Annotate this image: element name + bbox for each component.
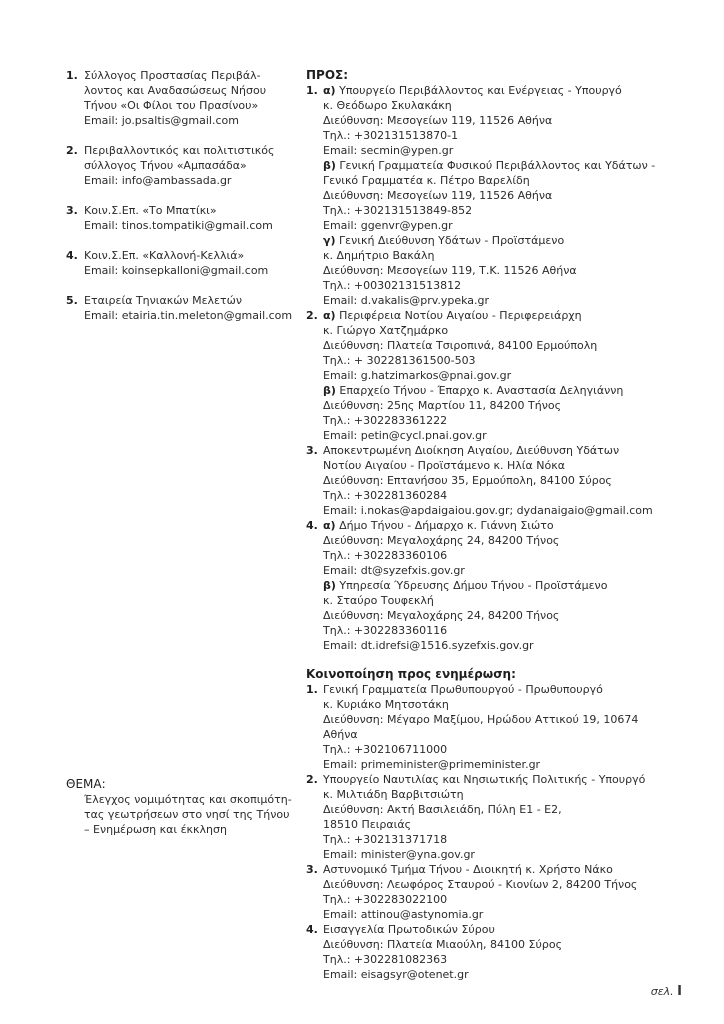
recipient-number: 3. [306, 444, 318, 457]
recipient-line: Περιφέρεια Νοτίου Αιγαίου - Περιφερειάρχη [339, 309, 582, 322]
cc-email: Email: attinou@astynomia.gr [323, 908, 484, 921]
sender-line: λοντος και Αναδασώσεως Νήσου [84, 84, 267, 97]
recipient-line: Διεύθυνση: Μεγαλοχάρης 24, 84200 Τήνος [323, 609, 560, 622]
cc-line: Διεύθυνση: Πλατεία Μιαούλη, 84100 Σύρος [323, 938, 563, 951]
sender-number: 3. [66, 204, 78, 217]
sender-item [66, 68, 306, 128]
cc-entry [306, 922, 651, 982]
recipient-line: Τηλ.: +302131513849-852 [323, 204, 473, 217]
sender-email: Email: koinsepkalloni@gmail.com [84, 264, 269, 277]
recipient-line: Τηλ.: +302131513870-1 [323, 129, 459, 142]
recipient-sublabel: β) [323, 384, 336, 397]
recipient-line: Διεύθυνση: 25ης Μαρτίου 11, 84200 Τήνος [323, 399, 562, 412]
recipient-line: Αποκεντρωμένη Διοίκηση Αιγαίου, Διεύθυνση Υδάτων [323, 444, 620, 457]
cc-line: Υπουργείο Ναυτιλίας και Νησιωτικής Πολιτικής - Υπουργό [323, 773, 646, 786]
cc-line: 18510 Πειραιάς [323, 818, 412, 831]
recipient-line: κ. Δημήτριο Βακάλη [323, 249, 435, 262]
recipient-sublabel: β) [323, 579, 336, 592]
sender-number: 4. [66, 249, 78, 262]
cc-number: 4. [306, 923, 318, 936]
subject-line: τας γεωτρήσεων στο νησί της Τήνου [84, 808, 290, 821]
cc-line: Αθήνα [323, 728, 358, 741]
recipient-line: Τηλ.: +00302131513812 [323, 279, 462, 292]
sender-line: Εταιρεία Τηνιακών Μελετών [84, 294, 242, 307]
recipient-sublabel: β) [323, 159, 336, 172]
cc-entry [306, 862, 651, 922]
recipient-sublabel: α) [323, 84, 336, 97]
subject-line: – Ενημέρωση και έκκληση [84, 823, 227, 836]
recipient-sublabel: γ) [323, 234, 336, 247]
recipient-sublabel: α) [323, 309, 336, 322]
sender-line: Κοιν.Σ.Επ. «Καλλονή-Κελλιά» [84, 249, 245, 262]
recipient-line: Τηλ.: + 302281361500-503 [323, 354, 476, 367]
cc-number: 3. [306, 863, 318, 876]
recipient-line: Διεύθυνση: Επτανήσου 35, Ερμούπολη, 84100 Σύρος [323, 474, 612, 487]
recipient-email: Email: petin@cycl.pnai.gov.gr [323, 429, 487, 442]
cc-email: Email: eisagsyr@otenet.gr [323, 968, 469, 981]
recipient-email: Email: dt@syzefxis.gov.gr [323, 564, 465, 577]
cc-line: Τηλ.: +302283022100 [323, 893, 448, 906]
subject-block [66, 777, 306, 837]
cc-entry [306, 682, 651, 772]
recipient-line: Τηλ.: +302283361222 [323, 414, 448, 427]
sender-number: 5. [66, 294, 78, 307]
sender-number: 1. [66, 69, 78, 82]
recipients-column [306, 68, 656, 982]
recipient-number: 2. [306, 309, 318, 322]
recipient-entry [306, 308, 651, 443]
cc-heading: Κοινοποίηση προς ενημέρωση: [306, 667, 516, 681]
recipient-line: Τηλ.: +302283360116 [323, 624, 448, 637]
recipient-sublabel: α) [323, 519, 336, 532]
cc-line: Γενική Γραμματεία Πρωθυπουργού - Πρωθυπουργό [323, 683, 603, 696]
recipient-email: Email: secmin@ypen.gr [323, 144, 454, 157]
sender-email: Email: info@ambassada.gr [84, 174, 232, 187]
subject-line: Έλεγχος νομιμότητας και σκοπιμότη- [84, 793, 292, 806]
recipient-line: Υπουργείο Περιβάλλοντος και Ενέργειας - Υπουργό [339, 84, 622, 97]
recipient-number: 4. [306, 519, 318, 532]
cc-email: Email: minister@yna.gov.gr [323, 848, 475, 861]
recipient-line: Διεύθυνση: Μεσογείων 119, Τ.Κ. 11526 Αθήνα [323, 264, 577, 277]
cc-line: Διεύθυνση: Μέγαρο Μαξίμου, Ηρώδου Αττικού 19, 10674 [323, 713, 639, 726]
recipient-line: Επαρχείο Τήνου - Έπαρχο κ. Αναστασία Δεληγιάννη [339, 384, 624, 397]
sender-item [66, 143, 306, 188]
recipient-line: Τηλ.: +302281360284 [323, 489, 448, 502]
cc-line: Τηλ.: +302281082363 [323, 953, 448, 966]
recipient-line: Γενική Διεύθυνση Υδάτων - Προϊστάμενο [339, 234, 565, 247]
sender-line: Σύλλογος Προστασίας Περιβάλ- [84, 69, 261, 82]
recipient-line: Δήμο Τήνου - Δήμαρχο κ. Γιάννη Σιώτο [339, 519, 554, 532]
recipient-line: κ. Σταύρο Τουφεκλή [323, 594, 434, 607]
page-label: σελ. [650, 985, 674, 998]
recipient-email: Email: d.vakalis@prv.ypeka.gr [323, 294, 490, 307]
recipient-line: Διεύθυνση: Πλατεία Τσιροπινά, 84100 Ερμούπολη [323, 339, 598, 352]
to-heading: ΠΡΟΣ: [306, 68, 349, 82]
senders-list [66, 68, 306, 338]
recipient-line: κ. Γιώργο Χατζημάρκο [323, 324, 449, 337]
sender-email: Email: tinos.tompatiki@gmail.com [84, 219, 273, 232]
page-number [651, 984, 682, 999]
cc-number: 1. [306, 683, 318, 696]
sender-number: 2. [66, 144, 78, 157]
recipient-line: Διεύθυνση: Μεγαλοχάρης 24, 84200 Τήνος [323, 534, 560, 547]
sender-email: Email: etairia.tin.meleton@gmail.com [84, 309, 293, 322]
recipient-number: 1. [306, 84, 318, 97]
sender-line: σύλλογος Τήνου «Αμπασάδα» [84, 159, 247, 172]
cc-entry [306, 772, 651, 862]
recipient-entry [306, 443, 651, 518]
cc-line: Διεύθυνση: Ακτή Βασιλειάδη, Πύλη Ε1 - Ε2, [323, 803, 562, 816]
cc-line: Τηλ.: +302131371718 [323, 833, 448, 846]
sender-email: Email: jo.psaltis@gmail.com [84, 114, 239, 127]
sender-line: Τήνου «Οι Φίλοι του Πρασίνου» [84, 99, 259, 112]
recipient-line: Νοτίου Αιγαίου - Προϊστάμενο κ. Ηλία Νόκα [323, 459, 565, 472]
sender-line: Περιβαλλοντικός και πολιτιστικός [84, 144, 275, 157]
recipient-line: Γενική Γραμματεία Φυσικού Περιβάλλοντος και Υδάτων - [339, 159, 656, 172]
cc-line: Εισαγγελία Πρωτοδικών Σύρου [323, 923, 495, 936]
recipient-line: Τηλ.: +302283360106 [323, 549, 448, 562]
recipient-email: Email: g.hatzimarkos@pnai.gov.gr [323, 369, 512, 382]
sender-item [66, 203, 306, 233]
recipient-line: Διεύθυνση: Μεσογείων 119, 11526 Αθήνα [323, 114, 553, 127]
recipient-email: Email: dt.idrefsi@1516.syzefxis.gov.gr [323, 639, 534, 652]
subject-title: ΘΕΜΑ: [66, 777, 106, 791]
recipient-email: Email: ggenvr@ypen.gr [323, 219, 453, 232]
cc-line: Διεύθυνση: Λεωφόρος Σταυρού - Κιονίων 2, 84200 Τήνος [323, 878, 638, 891]
sender-line: Κοιν.Σ.Επ. «Το Μπατίκι» [84, 204, 217, 217]
cc-line: Τηλ.: +302106711000 [323, 743, 448, 756]
cc-line: Αστυνομικό Τμήμα Τήνου - Διοικητή κ. Χρήστο Νάκο [323, 863, 613, 876]
cc-email: Email: primeminister@primeminister.gr [323, 758, 541, 771]
recipient-line: Διεύθυνση: Μεσογείων 119, 11526 Αθήνα [323, 189, 553, 202]
recipient-entry [306, 83, 656, 308]
recipient-email: Email: i.nokas@apdaigaiou.gov.gr; dydanaigaio@gmail.com [323, 504, 653, 517]
sender-item [66, 293, 306, 323]
cc-number: 2. [306, 773, 318, 786]
cc-line: κ. Μιλτιάδη Βαρβιτσιώτη [323, 788, 464, 801]
recipient-line: Γενικό Γραμματέα κ. Πέτρο Βαρελίδη [323, 174, 530, 187]
sender-item [66, 248, 306, 278]
recipient-line: Υπηρεσία Ύδρευσης Δήμου Τήνου - Προϊστάμενο [339, 579, 608, 592]
page-number-value: I [677, 984, 682, 999]
cc-line: κ. Κυριάκο Μητσοτάκη [323, 698, 449, 711]
recipient-line: κ. Θεόδωρο Σκυλακάκη [323, 99, 452, 112]
recipient-entry [306, 518, 651, 653]
